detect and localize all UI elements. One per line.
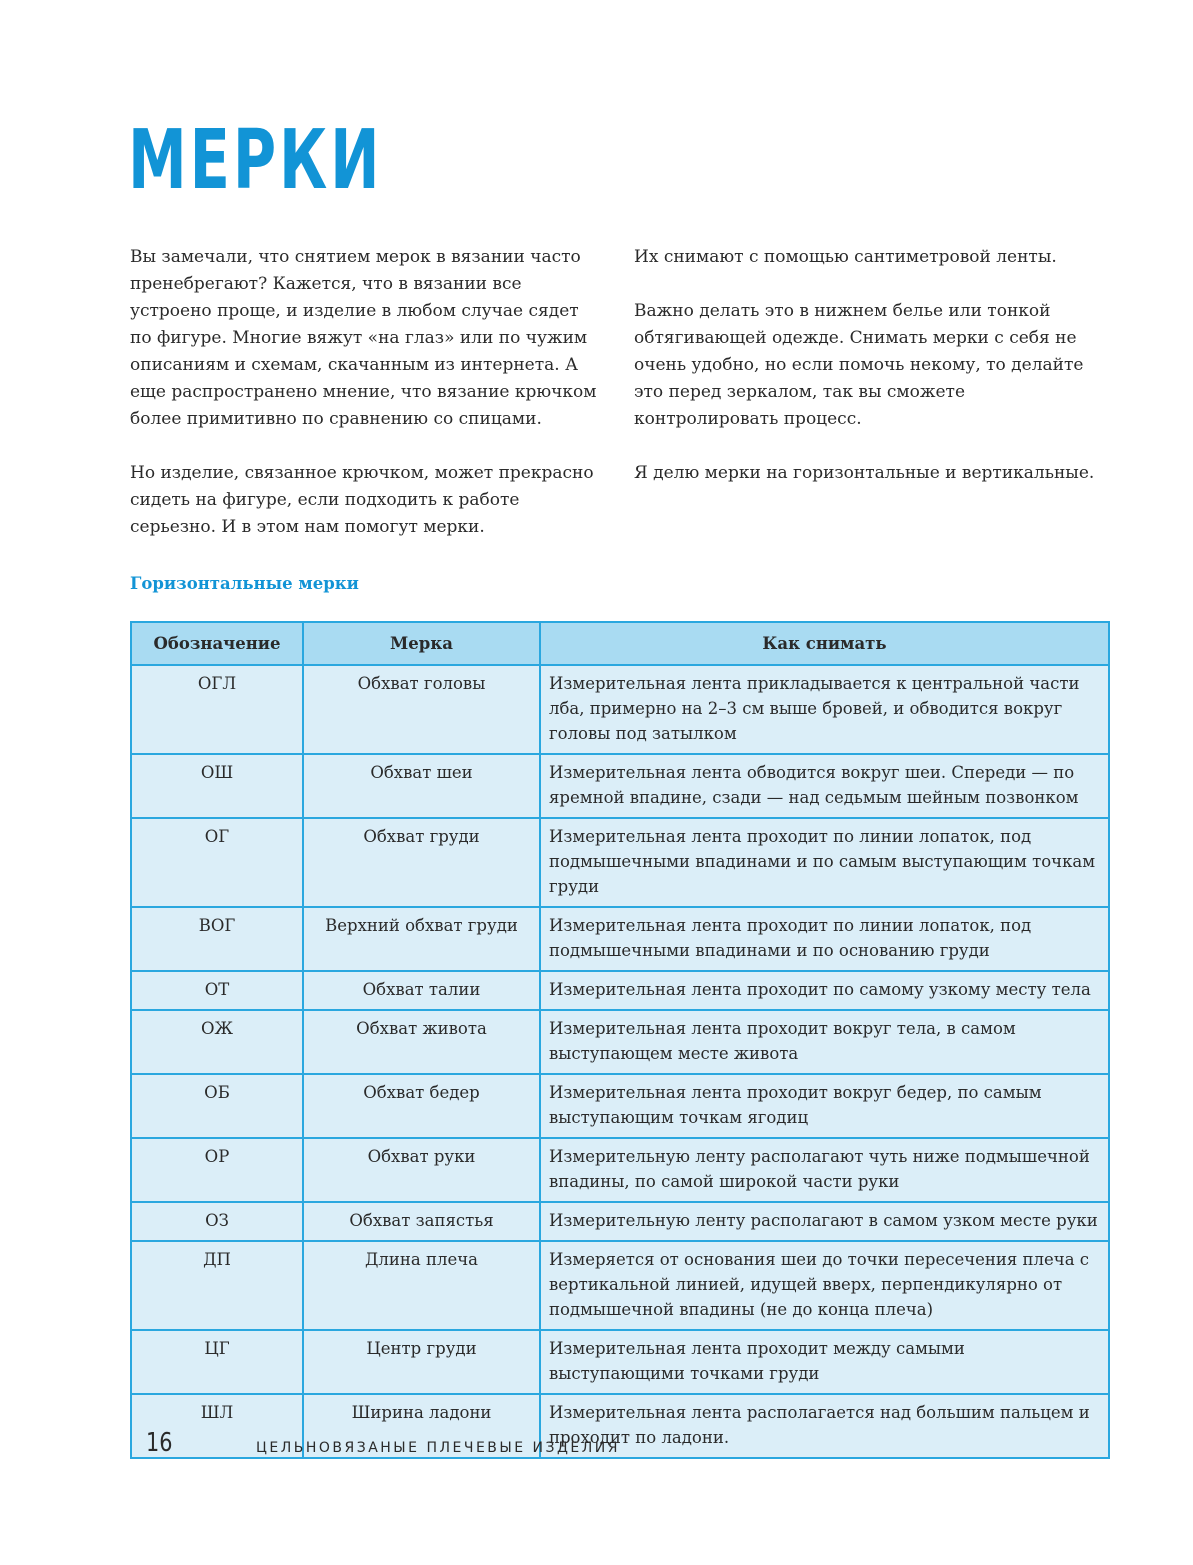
table-row — [131, 665, 1109, 754]
intro-paragraph: Их снимают с помощью сантиметровой ленты. — [634, 247, 1057, 267]
intro-paragraph: Я делю мерки на горизонтальные и вертикальные. — [634, 463, 1095, 483]
intro-paragraph: Важно делать это в нижнем белье или тонкой обтягивающей одежде. Снимать мерки с себя не очень удобно, но если помочь некому, то делайте это перед зеркалом, так вы сможете контролировать процесс. — [634, 301, 1084, 429]
cell-how-to-measure: Измерительную ленту располагают чуть ниже подмышечной впадины, по самой широкой части руки — [540, 1138, 1109, 1202]
table-row — [131, 1330, 1109, 1394]
table-row — [131, 1074, 1109, 1138]
measurements-table — [130, 621, 1110, 1459]
cell-how-to-measure: Измерительная лента проходит по самому узкому месту тела — [540, 971, 1109, 1010]
cell-how-to-measure: Измеряется от основания шеи до точки пересечения плеча с вертикальной линией, идущей вверх, перпендикулярно от подмышечной впадины (не до конца плеча) — [540, 1241, 1109, 1330]
cell-how-to-measure: Измерительная лента проходит вокруг бедер, по самым выступающим точкам ягодиц — [540, 1074, 1109, 1138]
intro-paragraph: Вы замечали, что снятием мерок в вязании часто пренебрегают? Кажется, что в вязании все устроено проще, и изделие в любом случае сядет по фигуре. Многие вяжут «на глаз» или по чужим описаниям и схемам, скачанным из интернета. А еще распространено мнение, что вязание крючком более примитивно по сравнению со спицами. — [130, 247, 597, 429]
intro-paragraph: Но изделие, связанное крючком, может прекрасно сидеть на фигуре, если подходить к работе серьезно. И в этом нам помогут мерки. — [130, 463, 594, 537]
cell-how-to-measure: Измерительная лента обводится вокруг шеи. Спереди — по яремной впадине, сзади — над седьмым шейным позвонком — [540, 754, 1109, 818]
section-title: Горизонтальные мерки — [130, 574, 359, 593]
cell-code: ВОГ — [131, 907, 303, 971]
intro-right-column — [634, 244, 1114, 514]
cell-measure: Ширина ладони — [303, 1394, 540, 1458]
table-row — [131, 1202, 1109, 1241]
cell-code: ДП — [131, 1241, 303, 1330]
cell-how-to-measure: Измерительную ленту располагают в самом узком месте руки — [540, 1202, 1109, 1241]
cell-measure: Длина плеча — [303, 1241, 540, 1330]
column-header-how: Как снимать — [540, 622, 1109, 665]
cell-measure: Верхний обхват груди — [303, 907, 540, 971]
cell-measure: Обхват живота — [303, 1010, 540, 1074]
running-head: ЦЕЛЬНОВЯЗАНЫЕ ПЛЕЧЕВЫЕ ИЗДЕЛИЯ — [256, 1440, 621, 1456]
table-row — [131, 1138, 1109, 1202]
cell-how-to-measure: Измерительная лента проходит между самыми выступающими точками груди — [540, 1330, 1109, 1394]
cell-code: ШЛ — [131, 1394, 303, 1458]
cell-measure: Обхват головы — [303, 665, 540, 754]
cell-code: ОЗ — [131, 1202, 303, 1241]
table-body — [131, 665, 1109, 1458]
table-row — [131, 1010, 1109, 1074]
cell-code: ОБ — [131, 1074, 303, 1138]
table-row — [131, 907, 1109, 971]
table-row — [131, 971, 1109, 1010]
cell-measure: Обхват запястья — [303, 1202, 540, 1241]
table-row — [131, 1241, 1109, 1330]
column-header-code: Обозначение — [131, 622, 303, 665]
cell-measure: Обхват груди — [303, 818, 540, 907]
cell-how-to-measure: Измерительная лента прикладывается к центральной части лба, примерно на 2–3 см выше бровей, и обводится вокруг головы под затылком — [540, 665, 1109, 754]
cell-code: ОГ — [131, 818, 303, 907]
cell-measure: Обхват руки — [303, 1138, 540, 1202]
cell-code: ОЖ — [131, 1010, 303, 1074]
cell-code: ОШ — [131, 754, 303, 818]
cell-measure: Обхват талии — [303, 971, 540, 1010]
cell-measure: Обхват шеи — [303, 754, 540, 818]
table-header-row — [131, 622, 1109, 665]
cell-code: ОР — [131, 1138, 303, 1202]
cell-code: ОГЛ — [131, 665, 303, 754]
cell-how-to-measure: Измерительная лента проходит по линии лопаток, под подмышечными впадинами и по самым выступающим точкам груди — [540, 818, 1109, 907]
cell-how-to-measure: Измерительная лента проходит вокруг тела, в самом выступающем месте живота — [540, 1010, 1109, 1074]
intro-left-column — [130, 244, 600, 568]
cell-code: ОТ — [131, 971, 303, 1010]
cell-measure: Центр груди — [303, 1330, 540, 1394]
cell-code: ЦГ — [131, 1330, 303, 1394]
page-number: 16 — [146, 1428, 173, 1458]
table-row — [131, 818, 1109, 907]
page-title: МЕРКИ — [128, 113, 383, 208]
cell-measure: Обхват бедер — [303, 1074, 540, 1138]
table-row — [131, 754, 1109, 818]
cell-how-to-measure: Измерительная лента проходит по линии лопаток, под подмышечными впадинами и по основанию груди — [540, 907, 1109, 971]
cell-how-to-measure: Измерительная лента располагается над большим пальцем и проходит по ладони. — [540, 1394, 1109, 1458]
column-header-measure: Мерка — [303, 622, 540, 665]
